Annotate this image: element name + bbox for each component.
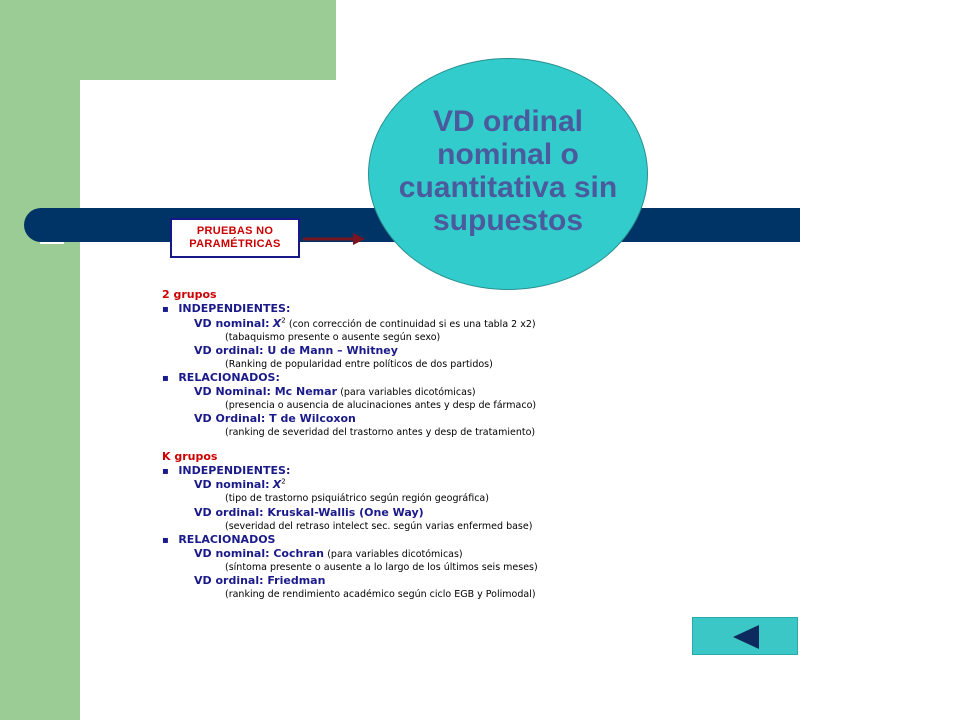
independientes-k: INDEPENDIENTES: (178, 464, 291, 477)
relacionados-k: RELACIONADOS (178, 533, 276, 546)
vd-ordinal-2: VD ordinal: U de Mann – Whitney (194, 344, 398, 357)
heading-2-grupos: 2 grupos (162, 288, 217, 301)
mcnemar-example: (presencia o ausencia de alucinaciones antes y desp de fármaco) (225, 400, 537, 411)
heading-k-grupos: K grupos (162, 450, 218, 463)
tests-list (160, 288, 560, 599)
relacionados-2: RELACIONADOS: (178, 371, 280, 384)
list-item (194, 317, 536, 331)
wilcoxon-label: VD Ordinal: T de Wilcoxon (194, 412, 356, 425)
list-item (162, 371, 280, 385)
vd-nominal-2: VD nominal: (194, 317, 270, 330)
vd-nominal-k: VD nominal: (194, 478, 270, 491)
chi-square-k: X (272, 478, 282, 491)
list-item (162, 533, 275, 547)
nominal-example-k: (tipo de trastorno psiquiátrico según región geográfica) (225, 493, 489, 504)
chi-sup-2: 2 (281, 316, 286, 325)
list-item (162, 302, 290, 316)
kruskal-example: (severidad del retraso intelect sec. según varias enfermed base) (225, 521, 533, 532)
bullet-icon: ▪ (162, 373, 169, 384)
independientes-2: INDEPENDIENTES: (178, 302, 291, 315)
list-item (194, 385, 476, 399)
ordinal-example-2: (Ranking de popularidad entre políticos de dos partidos) (225, 359, 493, 370)
arrow-right-icon (303, 232, 365, 246)
topic-oval (368, 58, 648, 290)
top-green-block (80, 0, 336, 80)
pruebas-label-box (170, 218, 300, 258)
cochran-detail: (para variables dicotómicas) (327, 549, 463, 560)
friedman-label: VD ordinal: Friedman (194, 574, 326, 587)
list-item (162, 464, 290, 478)
kruskal-label: VD ordinal: Kruskal-Wallis (One Way) (194, 506, 424, 519)
chi-square-2: X (272, 317, 282, 330)
bullet-icon: ▪ (162, 304, 169, 315)
left-green-bar (0, 0, 80, 720)
chi-sup-k: 2 (281, 477, 286, 486)
wilcoxon-example: (ranking de severidad del trastorno antes y desp de tratamiento) (225, 427, 536, 438)
oval-title: VD ordinal nominal o cuantitativa sin supuestos (398, 105, 618, 237)
band-notch (40, 242, 64, 244)
friedman-example: (ranking de rendimiento académico según ciclo EGB y Polimodal) (225, 589, 536, 599)
bullet-icon: ▪ (162, 466, 169, 477)
list-item (194, 547, 463, 561)
pruebas-label: PRUEBAS NO PARAMÉTRICAS (189, 225, 281, 250)
cochran-example: (síntoma presente o ausente a lo largo de los últimos seis meses) (225, 562, 538, 573)
bullet-icon: ▪ (162, 535, 169, 546)
back-button[interactable] (692, 617, 798, 655)
cochran-label: VD nominal: Cochran (194, 547, 325, 560)
mcnemar-label: VD Nominal: Mc Nemar (194, 385, 337, 398)
nominal-example-2: (tabaquismo presente o ausente según sexo) (225, 332, 441, 343)
mcnemar-detail: (para variables dicotómicas) (340, 387, 476, 398)
back-triangle-icon (731, 624, 761, 650)
list-item (194, 478, 286, 492)
nominal-detail-2: (con corrección de continuidad si es una tabla 2 x2) (288, 319, 536, 330)
rounded-corner (80, 80, 128, 128)
